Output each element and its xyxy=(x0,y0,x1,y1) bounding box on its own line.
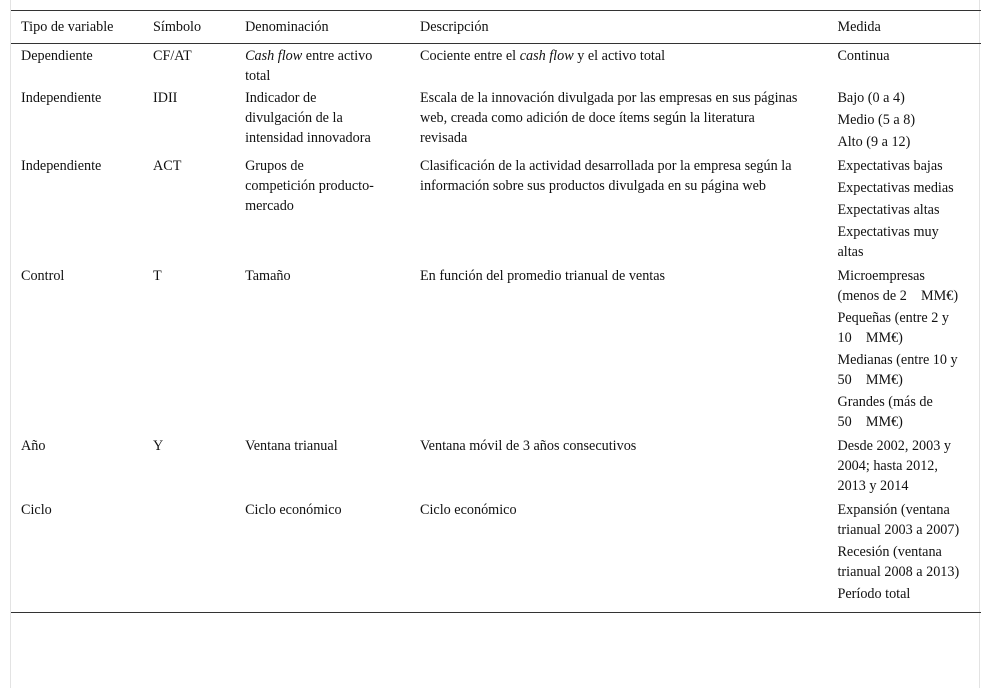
cell-denominacion xyxy=(235,434,410,498)
descripcion-text-a: Cociente entre el xyxy=(420,48,520,64)
cell-simbolo: IDII xyxy=(152,90,178,106)
header-medida: Medida xyxy=(837,19,881,35)
table-row xyxy=(11,434,981,498)
medida-item: Alto (9 a 12) xyxy=(837,134,911,150)
medida-item: Expectativas muy altas xyxy=(837,224,939,260)
descripcion-text: Ciclo económico xyxy=(420,502,517,518)
cell-simbolo: CF/AT xyxy=(152,48,192,64)
cell-denominacion xyxy=(235,86,410,154)
table-row xyxy=(11,264,981,434)
table-row xyxy=(11,154,981,264)
cell-tipo: Independiente xyxy=(21,90,102,106)
cell-simbolo: T xyxy=(152,268,162,284)
cell-descripcion xyxy=(410,264,827,434)
denominacion-text: Indicador de divulgación de la intensidad innovadora xyxy=(245,90,371,146)
cell-simbolo xyxy=(143,498,235,613)
cell-medida xyxy=(827,86,981,154)
cell-medida xyxy=(827,154,981,264)
denominacion-text: Ventana trianual xyxy=(245,438,338,454)
medida-item: Microempresas (menos de 2 MM€) xyxy=(837,268,959,304)
header-denominacion: Denominación xyxy=(245,19,329,35)
descripcion-text: Clasificación de la actividad desarrollada por la empresa según la información sobre sus productos divulgada en su página web xyxy=(420,158,792,194)
medida-item: Expectativas medias xyxy=(837,180,954,196)
medida-item: Pequeñas (entre 2 y 10 MM€) xyxy=(837,310,949,346)
cell-tipo: Independiente xyxy=(21,158,102,174)
medida-item: Expansión (ventana trianual 2003 a 2007) xyxy=(837,502,960,538)
cell-simbolo: ACT xyxy=(152,158,182,174)
denominacion-text: entre activo total xyxy=(245,48,373,84)
medida-item: Medio (5 a 8) xyxy=(837,112,916,128)
medida-item: Medianas (entre 10 y 50 MM€) xyxy=(837,352,958,388)
descripcion-text: En función del promedio trianual de ventas xyxy=(420,268,666,284)
descripcion-italic: cash flow xyxy=(519,48,574,64)
cell-medida xyxy=(827,264,981,434)
medida-item: Expectativas altas xyxy=(837,202,940,218)
table-header-row xyxy=(11,11,981,44)
cell-denominacion xyxy=(235,44,410,87)
table-row xyxy=(11,44,981,87)
medida-item: Grandes (más de 50 MM€) xyxy=(837,394,933,430)
header-simbolo: Símbolo xyxy=(152,19,202,35)
descripcion-text: Ventana móvil de 3 años consecutivos xyxy=(420,438,637,454)
cell-denominacion xyxy=(235,498,410,613)
cell-tipo: Dependiente xyxy=(21,48,93,64)
denominacion-text: Tamaño xyxy=(245,268,291,284)
descripcion-text-b: y el activo total xyxy=(573,48,666,64)
cell-descripcion xyxy=(410,44,827,87)
cell-tipo: Año xyxy=(21,438,46,454)
cell-descripcion xyxy=(410,86,827,154)
cell-medida xyxy=(827,44,981,87)
cell-descripcion xyxy=(410,154,827,264)
cell-denominacion xyxy=(235,154,410,264)
table-row xyxy=(11,86,981,154)
cell-simbolo: Y xyxy=(152,438,164,454)
header-tipo: Tipo de variable xyxy=(21,19,114,35)
medida-item: Desde 2002, 2003 y 2004; hasta 2012, 2013 y 2014 xyxy=(837,438,951,494)
medida-item: Recesión (ventana trianual 2008 a 2013) xyxy=(837,544,960,580)
cell-tipo: Control xyxy=(21,268,65,284)
table-row xyxy=(11,498,981,613)
medida-item: Bajo (0 a 4) xyxy=(837,90,905,106)
cell-denominacion xyxy=(235,264,410,434)
cell-medida xyxy=(827,434,981,498)
cell-descripcion xyxy=(410,434,827,498)
denominacion-italic: Cash flow xyxy=(245,48,303,64)
medida-item: Expectativas bajas xyxy=(837,158,943,174)
variables-table xyxy=(11,10,981,613)
denominacion-text: Ciclo económico xyxy=(245,502,342,518)
medida-item: Continua xyxy=(837,48,890,64)
cell-tipo: Ciclo xyxy=(21,502,52,518)
medida-item: Período total xyxy=(837,586,911,602)
header-descripcion: Descripción xyxy=(420,19,489,35)
denominacion-text: Grupos de competición producto-mercado xyxy=(245,158,374,214)
descripcion-text: Escala de la innovación divulgada por las empresas en sus páginas web, creada como adición de doce ítems según la literatura revisada xyxy=(420,90,798,146)
cell-medida xyxy=(827,498,981,613)
cell-descripcion xyxy=(410,498,827,613)
